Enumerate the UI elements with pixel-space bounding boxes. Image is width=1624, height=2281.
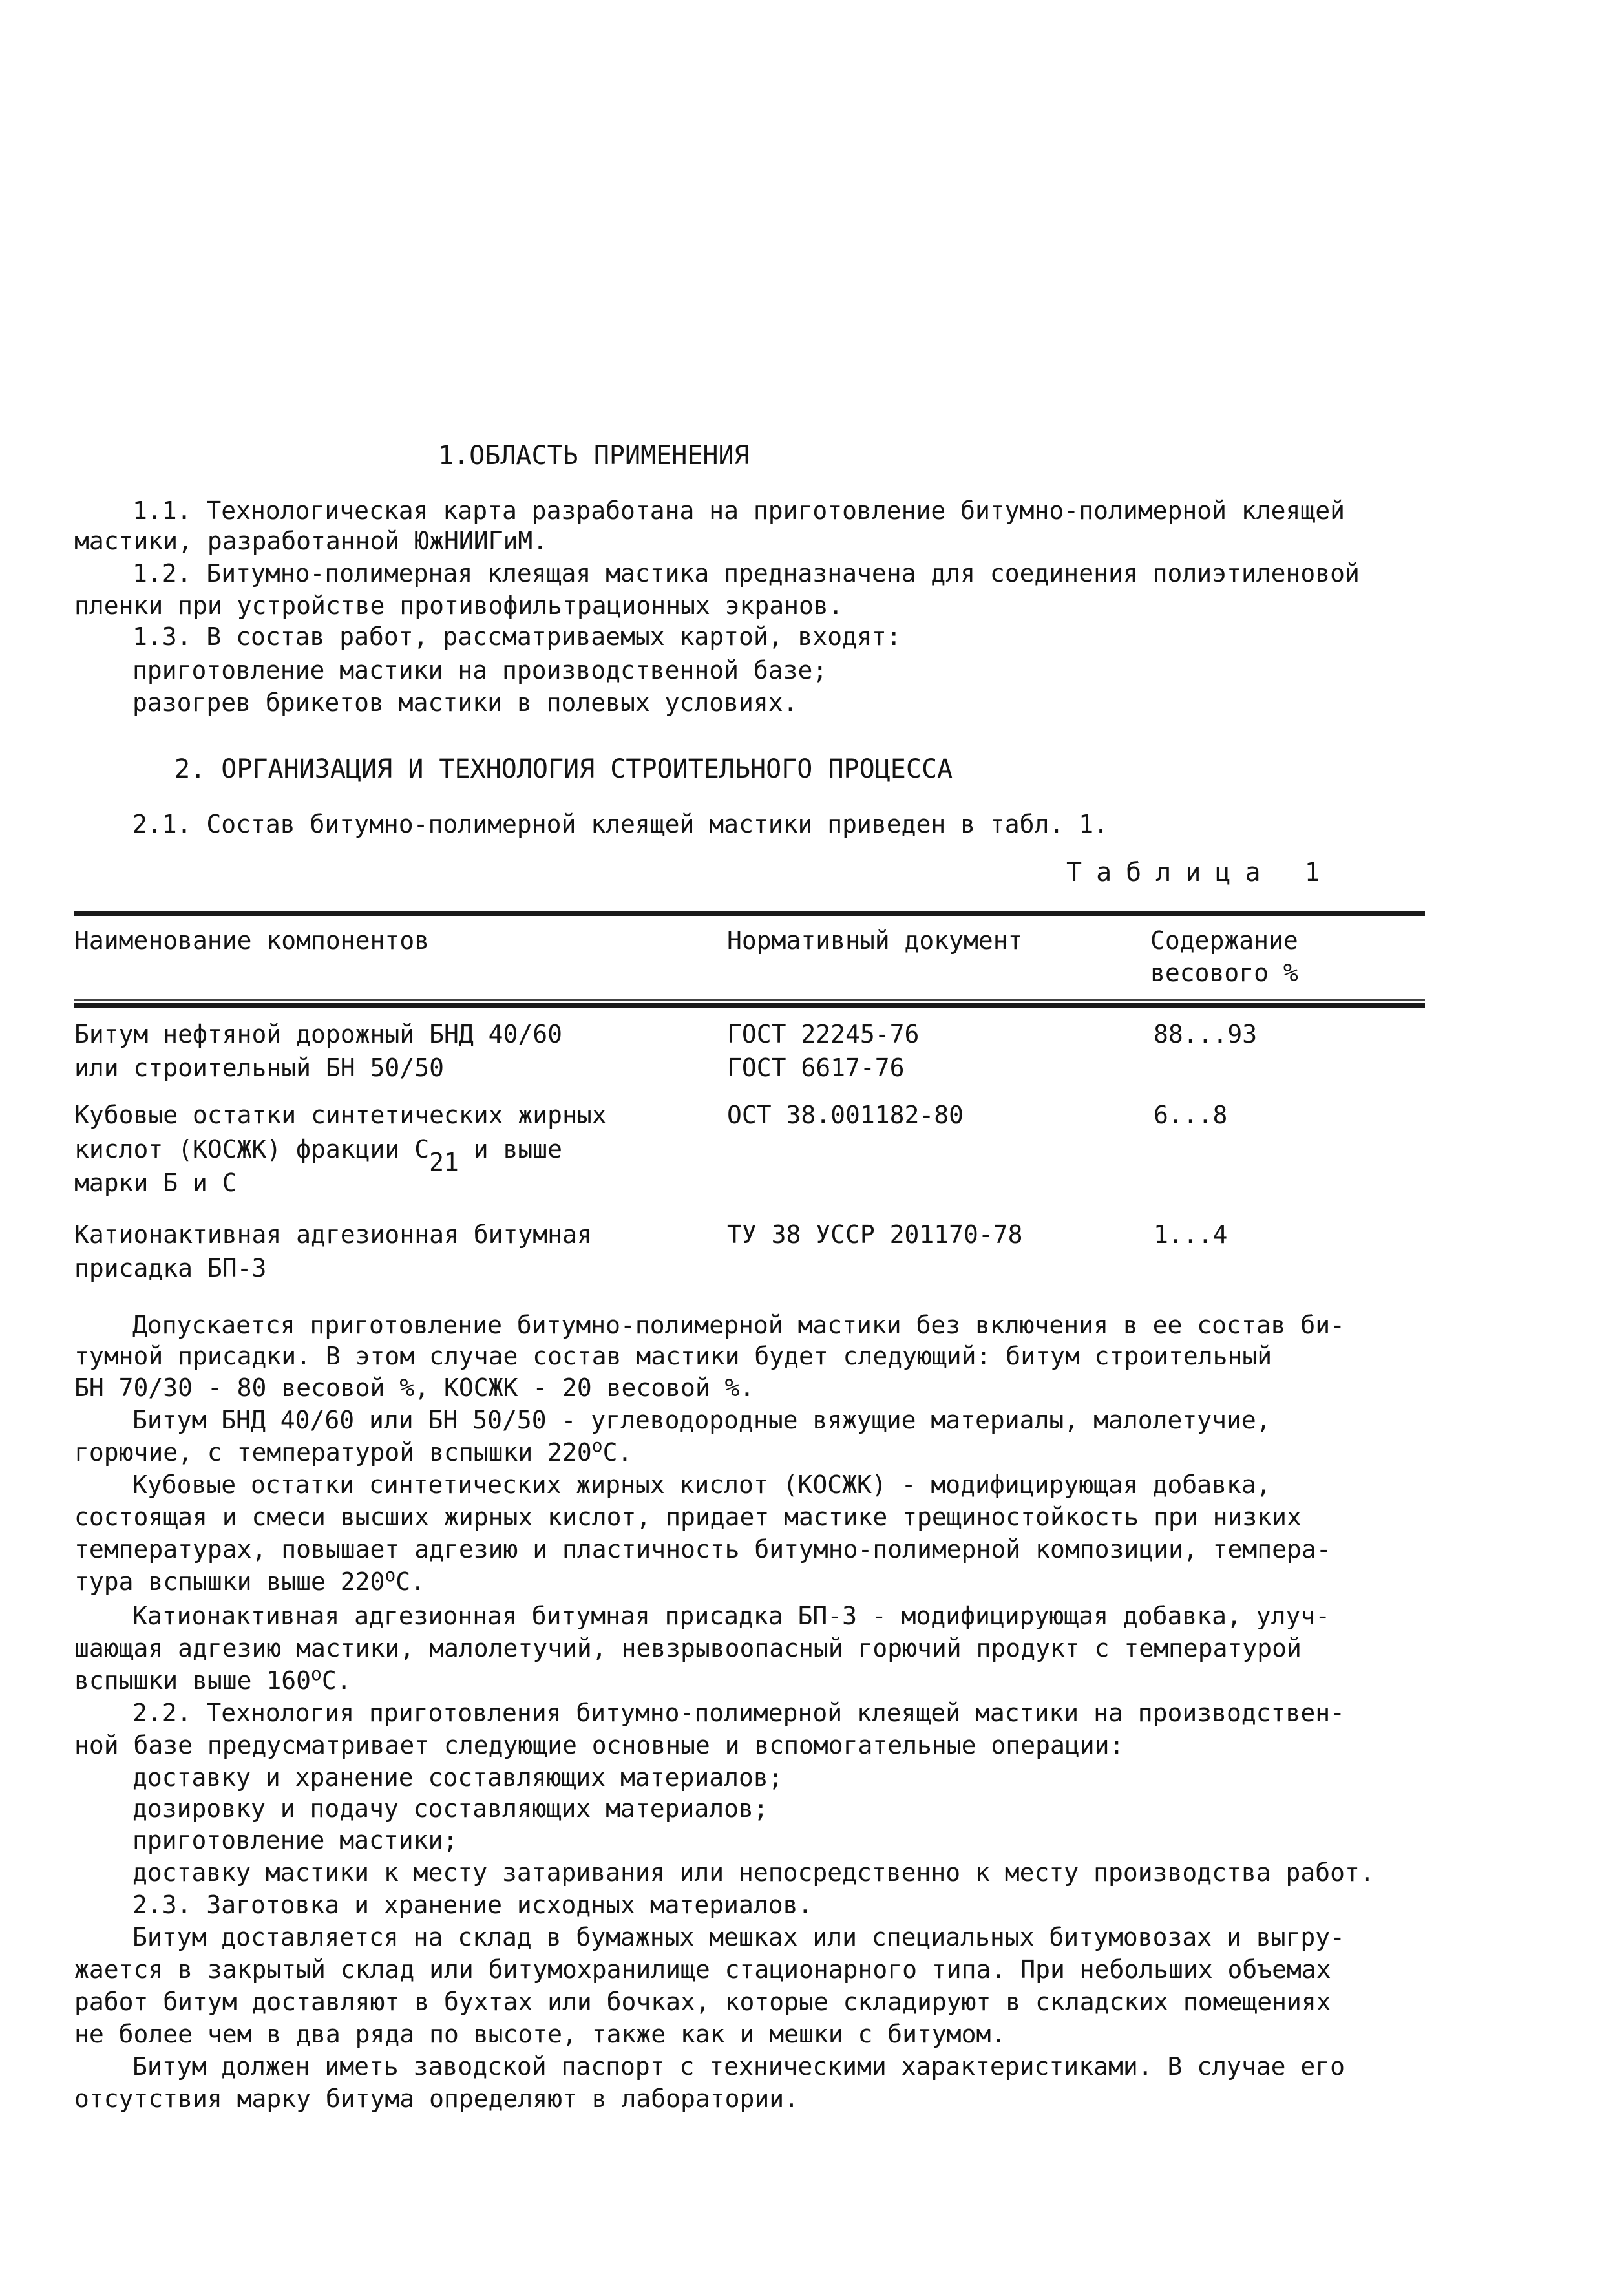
body-line: доставку и хранение составляющих материалов; <box>132 1763 783 1792</box>
table-row-name: или строительный БН 50/50 <box>74 1054 444 1082</box>
table-title: Таблица 1 <box>1066 858 1334 887</box>
table-row-name-text: кислот (КОСЖК) фракции С <box>74 1135 430 1163</box>
body-line: приготовление мастики; <box>132 1826 458 1854</box>
body-line: отсутствия марку битума определяют в лаборатории. <box>74 2085 799 2113</box>
body-text: горючие, с температурой вспышки 220 <box>74 1438 592 1467</box>
body-line: дозировку и подачу составляющих материалов; <box>132 1794 768 1823</box>
body-line: БН 70/30 - 80 весовой %, КОСЖК - 20 весовой %. <box>74 1374 755 1402</box>
table-header-doc: Нормативный документ <box>727 926 1023 955</box>
body-text: тура вспышки выше 220 <box>74 1567 385 1596</box>
table-row-name: присадка БП-3 <box>74 1254 267 1282</box>
body-line <box>74 1565 425 1600</box>
section2-heading: 2. ОРГАНИЗАЦИЯ И ТЕХНОЛОГИЯ СТРОИТЕЛЬНОГО ПРОЦЕССА <box>174 754 953 784</box>
section1-line: 1.2. Битумно-полимерная клеящая мастика предназначена для соединения полиэтиленовой <box>132 559 1360 588</box>
body-line: температурах, повышает адгезию и пластичность битумно-полимерной композиции, темпера- <box>74 1535 1331 1564</box>
body-line: Катионактивная адгезионная битумная присадка БП-3 - модифицирующая добавка, улуч- <box>132 1602 1331 1630</box>
table-header-rule <box>74 999 1425 1001</box>
table-row-content: 6...8 <box>1154 1101 1228 1129</box>
table-header-content-unit: весового % <box>1150 959 1298 987</box>
section2-intro: 2.1. Состав битумно-полимерной клеящей мастики приведен в табл. 1. <box>132 810 1108 838</box>
body-line: 2.2. Технология приготовления битумно-полимерной клеящей мастики на производствен- <box>132 1699 1345 1727</box>
body-text: С. <box>395 1567 426 1596</box>
table-row-name: Катионактивная адгезионная битумная <box>74 1220 592 1249</box>
section1-line: разогрев брикетов мастики в полевых условиях. <box>132 688 798 717</box>
table-row-doc: ОСТ 38.001182-80 <box>727 1101 964 1129</box>
table-row-doc: ТУ 38 УССР 201170-78 <box>727 1220 1023 1249</box>
body-line: Кубовые остатки синтетических жирных кислот (КОСЖК) - модифицирующая добавка, <box>132 1470 1271 1499</box>
body-text: вспышки выше 160 <box>74 1666 311 1695</box>
section1-line: 1.1. Технологическая карта разработана на приготовление битумно-полимерной клеящей <box>132 496 1345 525</box>
table-header-rule-bold <box>74 1003 1425 1008</box>
body-line: Битум БНД 40/60 или БН 50/50 - углеводородные вяжущие материалы, малолетучие, <box>132 1406 1271 1434</box>
section1-line: мастики, разработанной ЮжНИИГиМ. <box>74 527 548 555</box>
body-line: Битум доставляется на склад в бумажных мешках или специальных битумовозах и выгру- <box>132 1923 1345 1951</box>
body-line: 2.3. Заготовка и хранение исходных материалов. <box>132 1891 813 1919</box>
section1-line: приготовление мастики на производственной базе; <box>132 656 828 684</box>
body-line <box>74 1664 352 1699</box>
table-row-name: Битум нефтяной дорожный БНД 40/60 <box>74 1020 562 1048</box>
table-row-name: марки Б и С <box>74 1169 237 1197</box>
body-text: С. <box>321 1666 352 1695</box>
body-line: работ битум доставляют в бухтах или бочках, которые складируют в складских помещениях <box>74 1988 1331 2016</box>
table-row-doc: ГОСТ 6617-76 <box>727 1054 905 1082</box>
section1-heading: 1.ОБЛАСТЬ ПРИМЕНЕНИЯ <box>438 441 750 471</box>
section1-line: пленки при устройстве противофильтрационных экранов. <box>74 591 843 620</box>
table-header-content: Содержание <box>1150 926 1298 955</box>
body-line: Битум должен иметь заводской паспорт с техническими характеристиками. В случае его <box>132 2052 1345 2081</box>
table-row-doc: ГОСТ 22245-76 <box>727 1020 920 1048</box>
degree-symbol: о <box>591 1435 603 1456</box>
table-row-name-suffix: и выше <box>458 1135 562 1163</box>
body-line: ной базе предусматривает следующие основные и вспомогательные операции: <box>74 1731 1124 1759</box>
degree-symbol: о <box>385 1564 396 1586</box>
table-row-content: 1...4 <box>1154 1220 1228 1249</box>
body-line: Допускается приготовление битумно-полимерной мастики без включения в ее состав би- <box>132 1311 1345 1339</box>
table-header-name: Наименование компонентов <box>74 926 430 955</box>
body-line: шающая адгезию мастики, малолетучий, невзрывоопасный горючий продукт с температурой <box>74 1634 1302 1662</box>
body-line: тумной присадки. В этом случае состав мастики будет следующий: битум строительный <box>74 1342 1272 1370</box>
body-line: не более чем в два ряда по высоте, также как и мешки с битумом. <box>74 2020 1006 2048</box>
table-row-name <box>74 1130 562 1176</box>
degree-symbol: о <box>311 1663 322 1684</box>
table-row-content: 88...93 <box>1154 1020 1258 1048</box>
table-top-rule <box>74 911 1425 916</box>
table-row-name: Кубовые остатки синтетических жирных <box>74 1101 607 1129</box>
body-line: жается в закрытый склад или битумохранилище стационарного типа. При небольших объемах <box>74 1955 1331 1984</box>
fraction-subscript: 21 <box>429 1148 459 1176</box>
section1-line: 1.3. В состав работ, рассматриваемых картой, входят: <box>132 622 902 651</box>
body-line: состоящая и смеси высших жирных кислот, придает мастике трещиностойкость при низких <box>74 1503 1302 1531</box>
body-text: С. <box>602 1438 633 1467</box>
body-line: доставку мастики к месту затаривания или непосредственно к месту производства работ. <box>132 1858 1375 1887</box>
body-line <box>74 1436 632 1471</box>
